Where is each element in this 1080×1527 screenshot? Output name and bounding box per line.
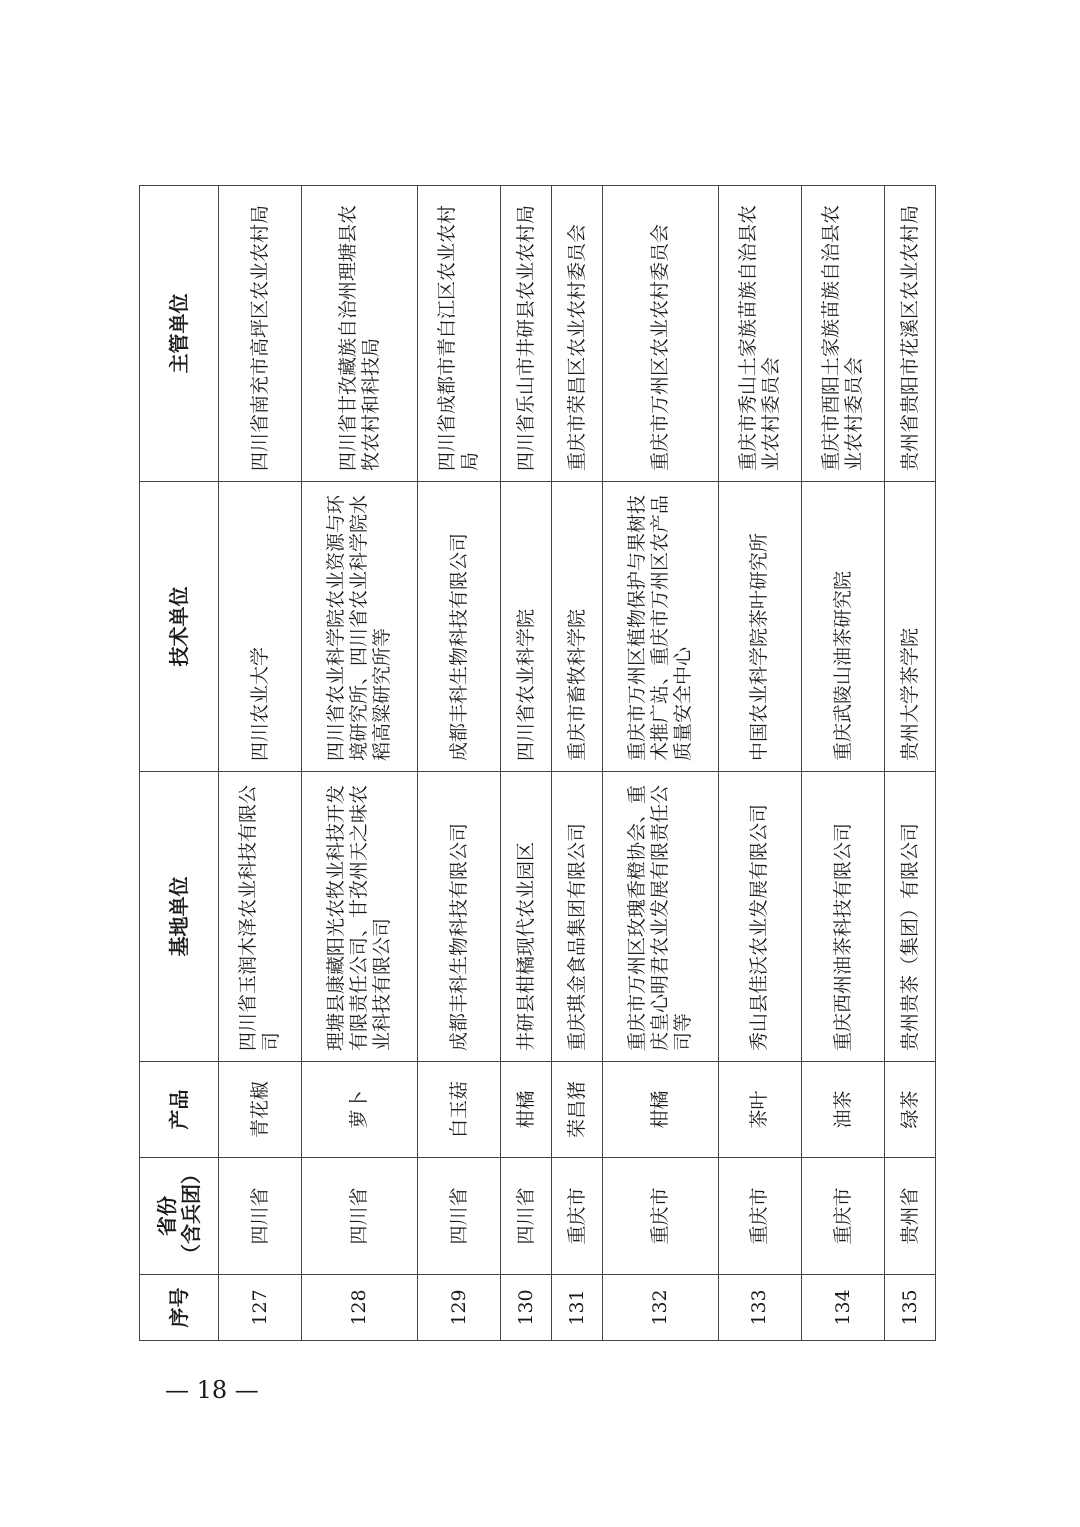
cell-base-unit: 四川省玉润木泽农业科技有限公司: [219, 772, 302, 1062]
cell-province: 四川省: [302, 1158, 418, 1275]
cell-product: 青花椒: [219, 1062, 302, 1158]
table-row: [552, 186, 603, 1341]
header-authority: 主管单位: [140, 186, 219, 482]
cell-seq: 127: [219, 1275, 302, 1341]
header-seq: 序号: [140, 1275, 219, 1341]
cell-province: 重庆市: [801, 1158, 884, 1275]
cell-tech-unit: 四川省农业科学院: [501, 482, 552, 772]
cell-base-unit: 贵州贵茶（集团）有限公司: [885, 772, 936, 1062]
cell-product: 白玉菇: [417, 1062, 500, 1158]
cell-authority: 四川省成都市青白江区农业农村局: [417, 186, 500, 482]
cell-product: 茶叶: [718, 1062, 801, 1158]
cell-seq: 132: [602, 1275, 718, 1341]
cell-product: 萝卜: [302, 1062, 418, 1158]
cell-seq: 134: [801, 1275, 884, 1341]
cell-base-unit: 重庆西州油茶科技有限公司: [801, 772, 884, 1062]
cell-authority: 重庆市酉阳土家族苗族自治县农业农村委员会: [801, 186, 884, 482]
header-product: 产品: [140, 1062, 219, 1158]
cell-province: 四川省: [219, 1158, 302, 1275]
cell-tech-unit: 重庆市万州区植物保护与果树技术推广站、重庆市万州区农产品质量安全中心: [602, 482, 718, 772]
rotated-table-container: [139, 186, 936, 1341]
table-row: [885, 186, 936, 1341]
cell-product: 柑橘: [602, 1062, 718, 1158]
base-list-table: [139, 185, 936, 1341]
cell-product: 油茶: [801, 1062, 884, 1158]
cell-product: 柑橘: [501, 1062, 552, 1158]
cell-seq: 133: [718, 1275, 801, 1341]
cell-product: 绿茶: [885, 1062, 936, 1158]
cell-tech-unit: 四川省农业科学院农业资源与环境研究所、四川省农业科学院水稻高粱研究所等: [302, 482, 418, 772]
cell-product: 荣昌猪: [552, 1062, 603, 1158]
cell-seq: 130: [501, 1275, 552, 1341]
cell-tech-unit: 重庆市畜牧科学院: [552, 482, 603, 772]
cell-authority: 重庆市荣昌区农业农村委员会: [552, 186, 603, 482]
header-base-unit: 基地单位: [140, 772, 219, 1062]
cell-authority: 四川省南充市高坪区农业农村局: [219, 186, 302, 482]
table-row: [801, 186, 884, 1341]
cell-tech-unit: 四川农业大学: [219, 482, 302, 772]
header-tech-unit: 技术单位: [140, 482, 219, 772]
cell-authority: 重庆市万州区农业农村委员会: [602, 186, 718, 482]
cell-seq: 128: [302, 1275, 418, 1341]
cell-authority: 四川省甘孜藏族自治州理塘县农牧农村和科技局: [302, 186, 418, 482]
rotated-table-frame: [139, 186, 936, 1341]
cell-base-unit: 重庆琪金食品集团有限公司: [552, 772, 603, 1062]
cell-tech-unit: 重庆武陵山油茶研究院: [801, 482, 884, 772]
cell-base-unit: 理塘县康藏阳光农牧业科技开发有限责任公司、甘孜州天之味农业科技有限公司: [302, 772, 418, 1062]
cell-base-unit: 成都丰科生物科技有限公司: [417, 772, 500, 1062]
table-row: [219, 186, 302, 1341]
page-number: — 18 —: [165, 1376, 259, 1404]
header-province: [140, 1158, 219, 1275]
cell-tech-unit: 成都丰科生物科技有限公司: [417, 482, 500, 772]
cell-province: 贵州省: [885, 1158, 936, 1275]
table-row: [501, 186, 552, 1341]
cell-tech-unit: 中国农业科学院茶叶研究所: [718, 482, 801, 772]
cell-province: 四川省: [417, 1158, 500, 1275]
cell-base-unit: 重庆市万州区玫瑰香橙协会、重庆皇心明君农业发展有限责任公司等: [602, 772, 718, 1062]
cell-authority: 重庆市秀山土家族苗族自治县农业农村委员会: [718, 186, 801, 482]
cell-province: 四川省: [501, 1158, 552, 1275]
cell-seq: 131: [552, 1275, 603, 1341]
header-province-line1: 省份: [155, 1196, 179, 1236]
table-row: [718, 186, 801, 1341]
cell-province: 重庆市: [602, 1158, 718, 1275]
cell-seq: 135: [885, 1275, 936, 1341]
cell-authority: 贵州省贵阳市花溪区农业农村局: [885, 186, 936, 482]
table-row: [302, 186, 418, 1341]
cell-authority: 四川省乐山市井研县农业农村局: [501, 186, 552, 482]
cell-province: 重庆市: [718, 1158, 801, 1275]
cell-province: 重庆市: [552, 1158, 603, 1275]
table-row: [602, 186, 718, 1341]
table-header-row: [140, 186, 219, 1341]
table-row: [417, 186, 500, 1341]
cell-base-unit: 秀山县佳沃农业发展有限公司: [718, 772, 801, 1062]
cell-tech-unit: 贵州大学茶学院: [885, 482, 936, 772]
cell-base-unit: 井研县柑橘现代农业园区: [501, 772, 552, 1062]
header-province-line2: （含兵团）: [179, 1164, 203, 1264]
cell-seq: 129: [417, 1275, 500, 1341]
